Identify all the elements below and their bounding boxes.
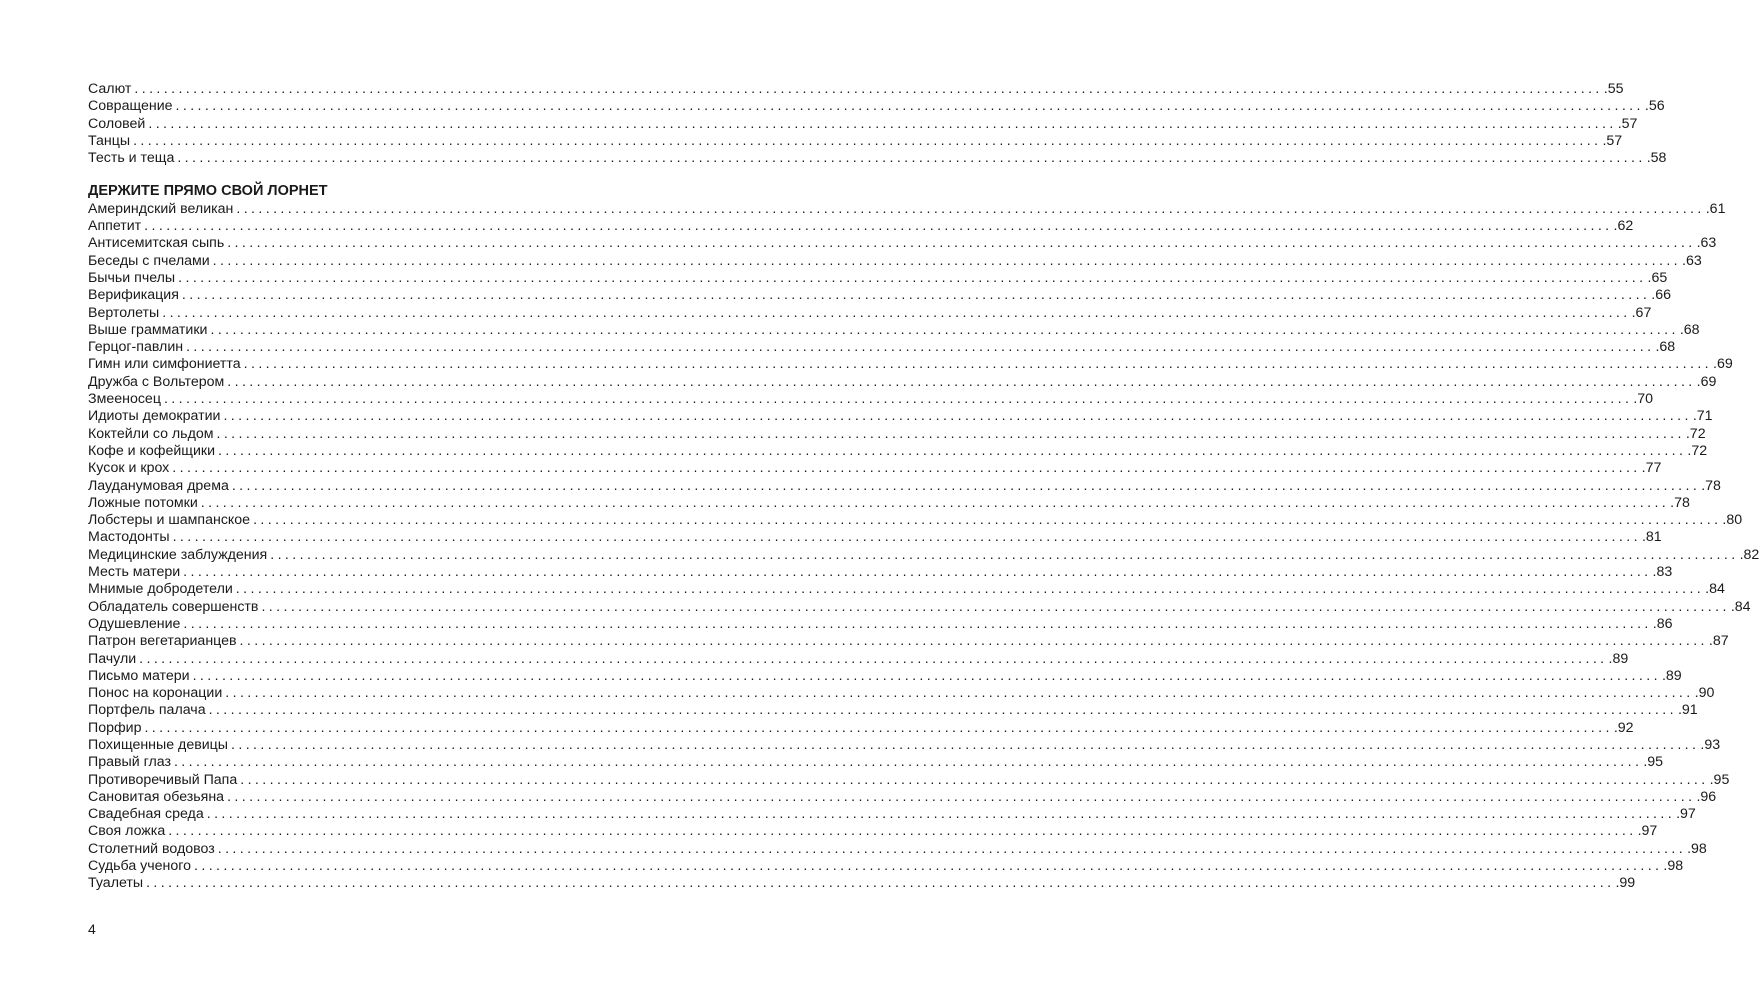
toc-entry-title: Выше грамматики	[88, 321, 208, 338]
dot-leader: ........................................................................................................................................................................................................	[183, 564, 1652, 581]
toc-entry-title: Кусок и крох	[88, 460, 170, 477]
toc-entry-page: .87	[1708, 633, 1729, 650]
toc-entry	[88, 115, 1638, 133]
toc-entry-page: .86	[1652, 615, 1673, 632]
toc-entry-title: Туалеты	[88, 875, 144, 892]
toc-entry	[88, 615, 1673, 633]
dot-leader: ........................................................................................................................................................................................................	[163, 391, 1633, 408]
dot-leader: ........................................................................................................................................................................................................	[235, 581, 1705, 598]
toc-entry	[88, 875, 1636, 892]
toc-entry	[88, 442, 1708, 460]
toc-group-1	[88, 81, 1667, 167]
toc-entry-page: .99	[1615, 875, 1636, 892]
dot-leader: ........................................................................................................................................................................................................	[172, 529, 1641, 546]
toc-entry-page: .66	[1651, 287, 1672, 304]
toc-entry	[88, 235, 1717, 252]
toc-entry	[88, 425, 1706, 443]
toc-entry-page: .72	[1685, 425, 1706, 442]
toc-entry-title: Пачули	[88, 650, 137, 667]
toc-entry	[88, 252, 1702, 270]
toc-entry-title: Гимн или симфониетта	[88, 356, 241, 373]
dot-leader: ........................................................................................................................................................................................................	[206, 806, 1676, 823]
dot-leader: ........................................................................................................................................................................................................	[217, 840, 1687, 857]
toc-entry-page: .97	[1637, 823, 1658, 840]
toc-entry	[88, 408, 1713, 425]
toc-entry-title: Салют	[88, 81, 132, 97]
toc-entry-title: Лобстеры и шампанское	[88, 512, 251, 529]
toc-entry	[88, 132, 1623, 150]
toc-entry-title: Ложные потомки	[88, 494, 198, 511]
toc-entry-title: Кофе и кофейщики	[88, 442, 216, 459]
toc-entry-page: .91	[1677, 702, 1698, 719]
toc-entry	[88, 685, 1715, 702]
toc-entry-title: Мнимые добродетели	[88, 581, 233, 598]
toc-entry-title: Одушевление	[88, 615, 181, 632]
toc-entry	[88, 788, 1717, 806]
toc-entry	[88, 150, 1667, 167]
dot-leader: ........................................................................................................................................................................................................	[225, 685, 1694, 702]
dot-leader: ........................................................................................................................................................................................................	[186, 339, 1655, 356]
toc-entry	[88, 304, 1652, 322]
toc-entry	[88, 736, 1721, 754]
toc-entry-page: .93	[1700, 736, 1721, 753]
toc-entry-title: Верификация	[88, 287, 179, 304]
toc-entry-page: .58	[1646, 150, 1667, 167]
dot-leader: ........................................................................................................................................................................................................	[144, 719, 1613, 736]
toc-entry-page: .90	[1694, 685, 1715, 702]
toc-entry	[88, 546, 1759, 564]
dot-leader: ........................................................................................................................................................................................................	[231, 477, 1701, 494]
toc-entry	[88, 200, 1726, 218]
toc-entry-title: Столетний водовоз	[88, 840, 215, 857]
toc-entry-title: Совращение	[88, 98, 173, 115]
toc-entry-title: Патрон вегетарианцев	[88, 633, 237, 650]
toc-entry-title: Змееносец	[88, 391, 161, 408]
toc-entry	[88, 806, 1696, 823]
dot-leader: ........................................................................................................................................................................................................	[210, 321, 1679, 338]
toc-entry-page: .89	[1661, 667, 1682, 684]
toc-entry-page: .61	[1705, 200, 1726, 217]
toc-entry	[88, 477, 1721, 495]
toc-entry	[88, 719, 1634, 737]
toc-entry-page: .80	[1722, 512, 1743, 529]
toc-entry-page: .70	[1633, 391, 1654, 408]
toc-entry-page: .57	[1602, 132, 1623, 149]
toc-entry	[88, 581, 1725, 598]
dot-leader: ........................................................................................................................................................................................................	[173, 754, 1643, 771]
toc-entry-title: Вертолеты	[88, 304, 160, 321]
toc-entry	[88, 702, 1698, 719]
toc-entry-page: .67	[1631, 304, 1652, 321]
toc-entry-title: Противоречивый Папа	[88, 771, 238, 788]
toc-entry-page: .62	[1613, 218, 1634, 235]
dot-leader: ........................................................................................................................................................................................................	[192, 667, 1661, 684]
toc-entry	[88, 529, 1662, 546]
toc-entry	[88, 269, 1668, 287]
toc-entry-title: Герцог-павлин	[88, 339, 184, 356]
dot-leader: ........................................................................................................................................................................................................	[240, 771, 1709, 788]
toc-entry	[88, 667, 1682, 685]
toc-entry	[88, 494, 1690, 512]
page-number: 4	[88, 921, 96, 937]
toc-entry-title: Соловей	[88, 115, 146, 132]
toc-entry-title: Медицинские заблуждения	[88, 546, 268, 563]
dot-leader: ........................................................................................................................................................................................................	[168, 823, 1637, 840]
toc-entry-title: Танцы	[88, 132, 131, 149]
toc-entry	[88, 858, 1684, 875]
toc-entry-page: .98	[1663, 858, 1684, 875]
toc-entry-page: .69	[1713, 356, 1733, 373]
toc-entry-page: .84	[1705, 581, 1725, 598]
dot-leader: ........................................................................................................................................................................................................	[200, 494, 1670, 511]
dot-leader: ........................................................................................................................................................................................................	[146, 875, 1615, 892]
toc-entry-page: .95	[1709, 771, 1730, 788]
dot-leader: ........................................................................................................................................................................................................	[194, 858, 1663, 875]
toc-entry	[88, 598, 1751, 616]
toc-entry	[88, 564, 1673, 581]
toc-entry-page: .57	[1617, 115, 1638, 132]
toc-entry-title: Порфир	[88, 719, 142, 736]
toc-entry-title: Сановитая обезьяна	[88, 788, 225, 805]
dot-leader: ........................................................................................................................................................................................................	[183, 615, 1652, 632]
toc-entry-page: .71	[1692, 408, 1713, 425]
toc-entry-title: Беседы с пчелами	[88, 252, 210, 269]
toc-entry	[88, 460, 1662, 477]
toc-entry-title: Правый глаз	[88, 754, 171, 771]
toc-entry-title: Тесть и теща	[88, 150, 175, 167]
toc-entry-title: Мастодонты	[88, 529, 170, 546]
toc-entry-page: .95	[1643, 754, 1664, 771]
dot-leader: ........................................................................................................................................................................................................	[216, 425, 1685, 442]
dot-leader: ........................................................................................................................................................................................................	[177, 150, 1646, 167]
toc-entry	[88, 218, 1634, 235]
dot-leader: ........................................................................................................................................................................................................	[172, 460, 1641, 477]
dot-leader: ........................................................................................................................................................................................................	[243, 356, 1713, 373]
toc-entry-page: .65	[1647, 269, 1668, 286]
toc-entry-page: .72	[1687, 442, 1708, 459]
dot-leader: ........................................................................................................................................................................................................	[218, 442, 1687, 459]
dot-leader: ........................................................................................................................................................................................................	[253, 512, 1722, 529]
toc-entry-title: Дружба с Вольтером	[88, 373, 225, 390]
toc-entry	[88, 81, 1624, 98]
toc-entry-title: Коктейли со льдом	[88, 425, 214, 442]
dot-leader: ........................................................................................................................................................................................................	[270, 546, 1739, 563]
dot-leader: ........................................................................................................................................................................................................	[239, 633, 1708, 650]
toc-entry-page: .89	[1608, 650, 1629, 667]
toc-entry-title: Идиоты демократии	[88, 408, 221, 425]
dot-leader: ........................................................................................................................................................................................................	[231, 736, 1700, 753]
dot-leader: ........................................................................................................................................................................................................	[208, 702, 1677, 719]
toc-entry-title: Письмо матери	[88, 667, 190, 684]
toc-group-2	[88, 200, 1759, 893]
toc-entry-title: Антисемитская сыпь	[88, 235, 225, 252]
dot-leader: ........................................................................................................................................................................................................	[227, 373, 1696, 390]
dot-leader: ........................................................................................................................................................................................................	[133, 132, 1602, 149]
toc-entry-page: .82	[1739, 546, 1759, 563]
toc-entry	[88, 98, 1665, 115]
section-heading: ДЕРЖИТЕ ПРЯМО СВОЙ ЛОРНЕТ	[88, 183, 328, 200]
toc-entry-page: .96	[1696, 788, 1717, 805]
toc-entry-title: Америндский великан	[88, 200, 234, 217]
dot-leader: ........................................................................................................................................................................................................	[148, 115, 1617, 132]
dot-leader: ........................................................................................................................................................................................................	[144, 218, 1613, 235]
toc-entry-title: Похищенные девицы	[88, 736, 229, 753]
dot-leader: ........................................................................................................................................................................................................	[227, 235, 1696, 252]
toc-entry-page: .84	[1730, 598, 1751, 615]
toc-entry-page: .98	[1687, 840, 1707, 857]
toc-entry-page: .78	[1701, 477, 1721, 494]
toc-entry	[88, 373, 1717, 391]
toc-entry-title: Судьба ученого	[88, 858, 192, 875]
toc-entry-page: .63	[1682, 252, 1702, 269]
toc-entry-title: Свадебная среда	[88, 806, 204, 823]
toc-entry-title: Аппетит	[88, 218, 142, 235]
toc-entry-page: .68	[1679, 321, 1700, 338]
dot-leader: ........................................................................................................................................................................................................	[227, 788, 1696, 805]
dot-leader: ........................................................................................................................................................................................................	[181, 287, 1651, 304]
toc-entry	[88, 391, 1654, 408]
toc-entry-page: .81	[1641, 529, 1662, 546]
dot-leader: ........................................................................................................................................................................................................	[236, 200, 1705, 217]
toc-entry-title: Понос на коронации	[88, 685, 223, 702]
dot-leader: ........................................................................................................................................................................................................	[223, 408, 1692, 425]
dot-leader: ........................................................................................................................................................................................................	[212, 252, 1682, 269]
toc-entry-page: .83	[1652, 564, 1673, 581]
toc-entry-page: .68	[1655, 339, 1676, 356]
table-of-contents	[88, 81, 1759, 893]
toc-entry-page: .55	[1603, 81, 1624, 97]
dot-leader: ........................................................................................................................................................................................................	[178, 269, 1647, 286]
toc-entry	[88, 356, 1733, 373]
toc-entry	[88, 823, 1658, 840]
toc-entry	[88, 650, 1629, 668]
toc-entry	[88, 287, 1672, 304]
toc-entry	[88, 321, 1700, 339]
toc-entry-page: .63	[1696, 235, 1717, 252]
toc-entry-page: .56	[1644, 98, 1665, 115]
toc-entry-title: Обладатель совершенств	[88, 598, 259, 615]
toc-entry	[88, 771, 1730, 789]
toc-entry-page: .97	[1676, 806, 1696, 823]
dot-leader: ........................................................................................................................................................................................................	[139, 650, 1608, 667]
toc-entry-page: .78	[1670, 494, 1690, 511]
toc-entry-title: Своя ложка	[88, 823, 166, 840]
toc-entry-title: Месть матери	[88, 564, 181, 581]
toc-entry-page: .77	[1641, 460, 1662, 477]
toc-entry	[88, 633, 1729, 650]
dot-leader: ........................................................................................................................................................................................................	[175, 98, 1644, 115]
dot-leader: ........................................................................................................................................................................................................	[134, 81, 1603, 97]
toc-entry	[88, 754, 1664, 771]
dot-leader: ........................................................................................................................................................................................................	[261, 598, 1730, 615]
toc-entry-page: .69	[1696, 373, 1717, 390]
toc-entry-title: Лауданумовая дрема	[88, 477, 229, 494]
toc-entry-page: .92	[1613, 719, 1634, 736]
toc-entry	[88, 339, 1676, 356]
toc-entry	[88, 840, 1707, 858]
dot-leader: ........................................................................................................................................................................................................	[162, 304, 1631, 321]
toc-entry-title: Бычьи пчелы	[88, 269, 176, 286]
toc-entry-title: Портфель палача	[88, 702, 206, 719]
toc-entry	[88, 512, 1743, 529]
